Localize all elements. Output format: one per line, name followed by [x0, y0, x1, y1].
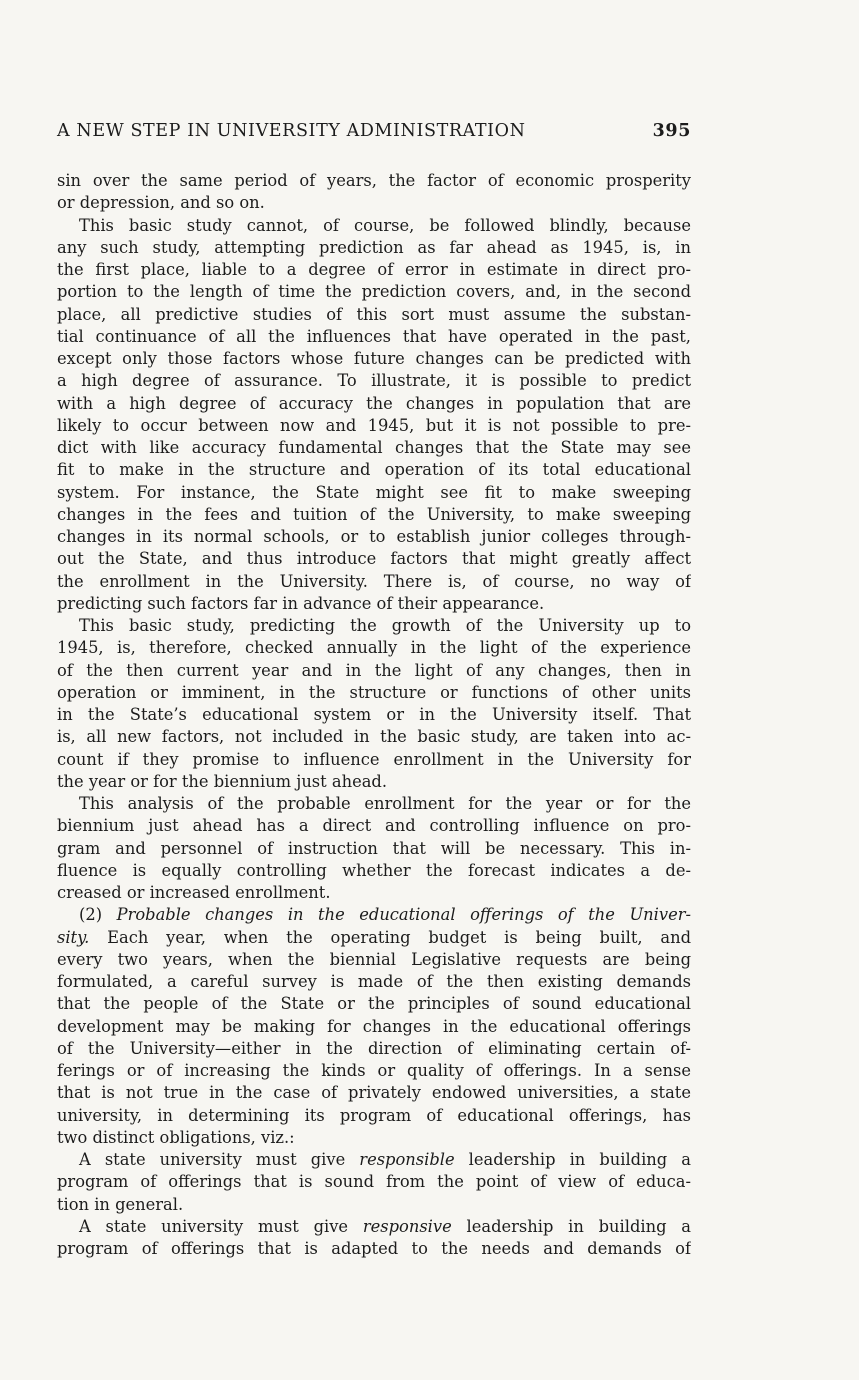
- text-line: system. For instance, the State might see fit to make sweeping: [57, 482, 691, 502]
- text-run: (2): [79, 905, 117, 925]
- text-line: ferings or of increasing the kinds or quality of offerings. In a sense: [57, 1061, 691, 1080]
- text-line: of the then current year and in the light of any changes, then in: [57, 660, 691, 680]
- text-line: that is not true in the case of privately endowed universities, a state: [57, 1083, 691, 1103]
- running-title: A NEW STEP IN UNIVERSITY ADMINISTRATION: [57, 121, 526, 141]
- text-line: changes in its normal schools, or to establish junior colleges through-: [57, 527, 691, 546]
- text-line: creased or increased enrollment.: [57, 883, 331, 902]
- text-line: program of offerings that is sound from the point of view of educa-: [57, 1172, 691, 1192]
- text-line: [57, 927, 691, 949]
- text-line: This analysis of the probable enrollment for the year or for the: [79, 794, 691, 813]
- text-line: every two years, when the biennial Legislative requests are being: [57, 949, 691, 969]
- text-line: predicting such factors far in advance of their appearance.: [57, 593, 545, 613]
- text-line: development may be making for changes in the educational offerings: [57, 1016, 691, 1036]
- text-line: This basic study, predicting the growth of the University up to: [79, 616, 691, 635]
- text-line: the enrollment in the University. There is, of course, no way of: [57, 571, 691, 591]
- text-line: university, in determining its program of educational offerings, has: [57, 1105, 691, 1125]
- running-header: [57, 121, 691, 141]
- italic-text: sity.: [57, 927, 90, 947]
- text-run: A state university must give: [79, 1216, 363, 1236]
- italic-text: responsible: [359, 1150, 455, 1169]
- text-line: that the people of the State or the principles of sound educational: [57, 994, 691, 1014]
- text-line: a high degree of assurance. To illustrate, it is possible to predict: [57, 371, 691, 391]
- text-line: biennium just ahead has a direct and controlling influence on pro-: [57, 816, 691, 836]
- text-line: tial continuance of all the influences that have operated in the past,: [57, 326, 691, 346]
- text-line: two distinct obligations, viz.:: [57, 1127, 295, 1147]
- italic-text: responsive: [362, 1216, 452, 1236]
- page-number: 395: [652, 121, 691, 141]
- text-line: tion in general.: [57, 1194, 184, 1214]
- text-line: changes in the fees and tuition of the University, to make sweeping: [57, 504, 691, 524]
- text-line: program of offerings that is adapted to the needs and demands of: [57, 1239, 691, 1258]
- text-line: is, all new factors, not included in the basic study, are taken into ac-: [57, 727, 691, 747]
- text-line: [57, 1216, 691, 1238]
- text-run: Each year, when the operating budget is being built, and: [89, 927, 691, 947]
- text-line: likely to occur between now and 1945, but it is not possible to pre-: [57, 415, 691, 435]
- text-line: out the State, and thus introduce factors that might greatly affect: [57, 549, 691, 569]
- text-line: portion to the length of time the prediction covers, and, in the second: [57, 282, 691, 302]
- text-line: fit to make in the structure and operation of its total educational: [57, 460, 691, 480]
- text-line: the first place, liable to a degree of error in estimate in direct pro-: [57, 260, 691, 279]
- text-line: in the State’s educational system or in the University itself. That: [57, 705, 691, 724]
- text-line: operation or imminent, in the structure or functions of other units: [57, 682, 691, 702]
- text-line: place, all predictive studies of this sort must assume the substan-: [57, 304, 691, 324]
- text-run: leadership in building a: [451, 1216, 691, 1236]
- italic-text: Probable changes in the educational offerings of the Univer-: [116, 905, 691, 925]
- text-line: any such study, attempting prediction as far ahead as 1945, is, in: [57, 237, 691, 257]
- text-line: [57, 1149, 691, 1171]
- text-line: dict with like accuracy fundamental changes that the State may see: [57, 438, 691, 457]
- text-line: sin over the same period of years, the factor of economic prosperity: [57, 171, 691, 190]
- text-run: A state university must give: [79, 1150, 360, 1169]
- body-text: [57, 170, 691, 1260]
- text-line: This basic study cannot, of course, be followed blindly, because: [79, 215, 691, 235]
- text-line: fluence is equally controlling whether the forecast indicates a de-: [57, 860, 691, 880]
- text-line: with a high degree of accuracy the changes in population that are: [57, 393, 691, 413]
- text-line: the year or for the biennium just ahead.: [57, 771, 388, 791]
- text-line: [57, 904, 691, 926]
- text-line: formulated, a careful survey is made of the then existing demands: [57, 972, 691, 991]
- text-line: count if they promise to influence enrollment in the University for: [57, 749, 691, 769]
- text-run: leadership in building a: [454, 1150, 691, 1169]
- text-line: or depression, and so on.: [57, 193, 265, 213]
- text-line: 1945, is, therefore, checked annually in the light of the experience: [57, 638, 691, 658]
- text-line: except only those factors whose future changes can be predicted with: [57, 349, 691, 368]
- text-line: gram and personnel of instruction that will be necessary. This in-: [57, 838, 691, 858]
- text-line: of the University—either in the direction of eliminating certain of-: [57, 1038, 691, 1058]
